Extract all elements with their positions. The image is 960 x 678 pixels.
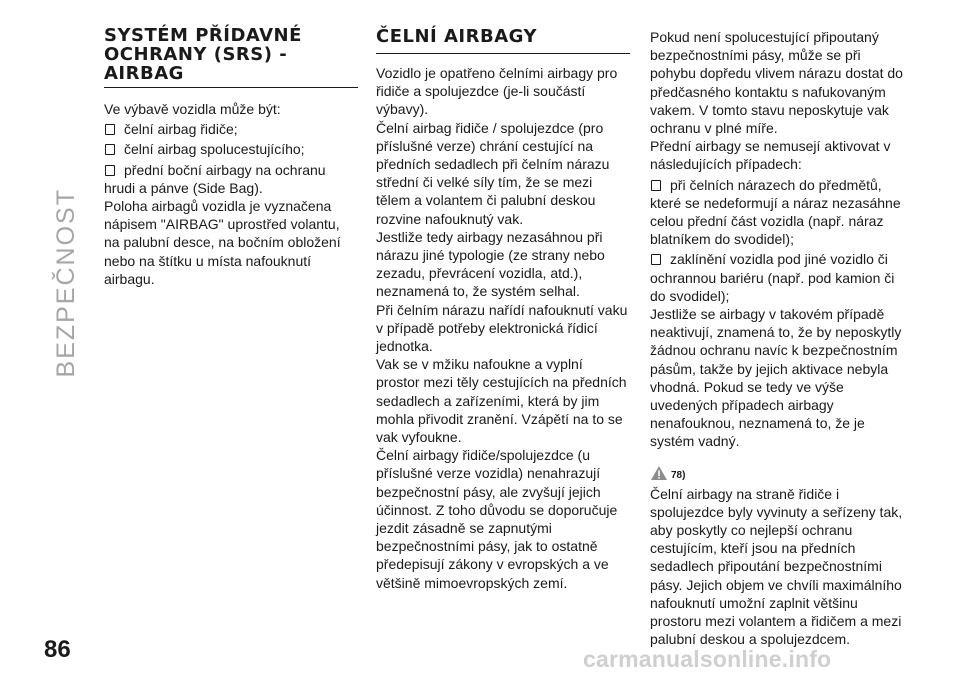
list-item: přední boční airbagy na ochranu hrudi a pánve (Side Bag). [104, 161, 358, 197]
paragraph: Pokud není spolucestující připoutaný bezpečnostními pásy, může se při pohybu dopředu vlivem nárazu dostat do předčasného kontaktu s nafukovaným vakem. V tomto stavu neposkytuje vak ochranu v plné míře. [650, 29, 903, 137]
column-3 [650, 28, 906, 649]
airbag-location-paragraph: Poloha airbagů vozidla je vyznačena nápisem "AIRBAG" uprostřed volantu, na palubní desce, na bočním obložení nebo na štítku u místa nafouknutí airbagu. [104, 198, 341, 287]
column-1 [104, 26, 358, 288]
list-item: při čelních nárazech do předmětů, které se nedeformují a náraz nezasáhne celou přední část vozidla (např. náraz blatníkem do svodidel); [650, 176, 906, 249]
paragraph: Přední airbagy se nemusejí aktivovat v následujících případech: [650, 138, 891, 173]
paragraph: Čelní airbagy řidiče/spolujezdce (u příslušné verze vozidla) nenahrazují bezpečnostní pásy, ale zvyšují jejich účinnost. Z toho důvodu se doporučuje jezdit zásadně se zapnutými bezpečnostními pásy, jak to ostatně předepisují zákony v evropských a ve většině mimoevropských zemí. [376, 447, 618, 591]
paragraph: Čelní airbagy na straně řidiče i spolujezdce byly vyvinuty a seřízeny tak, aby poskytly co nejlepší ochranu cestujícím, kteří jsou na předních sedadlech připoutání bezpečnostními pásy. Jejich objem ve chvíli maximálního nafouknutí umožní zaplnit většinu prostoru mezi volantem a řidičem a mezi palubní deskou a spolujezdcem. [650, 485, 903, 648]
paragraph: Při čelním nárazu nařídí nafouknutí vaku v případě potřeby elektronická řídicí jednotka. [376, 301, 628, 355]
list-item: zaklínění vozidla pod jiné vozidlo či ochrannou bariéru (např. pod kamion či do svodidel); [650, 250, 906, 305]
paragraph: Čelní airbag řidiče / spolujezdce (pro příslušné verze) chrání cestující na předních sedadlech při čelním nárazu střední či velké síly tím, že se mezi tělem a volantem či palubní deskou rozvine nafouknutý vak. [376, 119, 610, 227]
column-2 [376, 26, 630, 592]
warning-triangle-icon [650, 465, 668, 481]
heading-srs-airbag: SYSTÉM PŘÍDAVNÉ OCHRANY (SRS) - AIRBAG [104, 26, 358, 88]
paragraph: Vak se v mžiku nafoukne a vyplní prostor mezi těly cestujících na předních sedadlech a zařízeními, která by jim mohla přivodit zranění. Vzápětí na to se vak vyfoukne. [376, 356, 627, 446]
paragraph: Vozidlo je opatřeno čelními airbagy pro řidiče a spolujezdce (je-li součástí výbavy). [376, 65, 618, 118]
watermark-text: carmanualsonline.info [583, 646, 832, 672]
paragraph: Jestliže se airbagy v takovém případě neaktivují, znamená to, že by neposkytly žádnou ochranu navíc k bezpečnostním pásům, takže by jejich aktivace nebyla vhodná. Pokud se tedy ve výše uvedených případech airbagy nenafouknou, neznamená to, že je systém vadný. [650, 306, 902, 450]
page-number: 86 [44, 636, 71, 663]
section-side-title: BEZPEČNOST [52, 188, 80, 378]
warning-ref-number: 78) [671, 469, 686, 481]
intro-text: Ve výbavě vozidla může být: [104, 101, 281, 117]
list-item: čelní airbag spolucestujícího; [104, 140, 358, 158]
paragraph: Jestliže tedy airbagy nezasáhnou při nárazu jiné typologie (ze strany nebo zezadu, převrácení vozidla, atd.), neznamená to, že systém selhal. [376, 228, 605, 300]
heading-front-airbags: ČELNÍ AIRBAGY [376, 26, 630, 54]
warning-reference [650, 461, 906, 481]
list-item: čelní airbag řidiče; [104, 120, 358, 138]
